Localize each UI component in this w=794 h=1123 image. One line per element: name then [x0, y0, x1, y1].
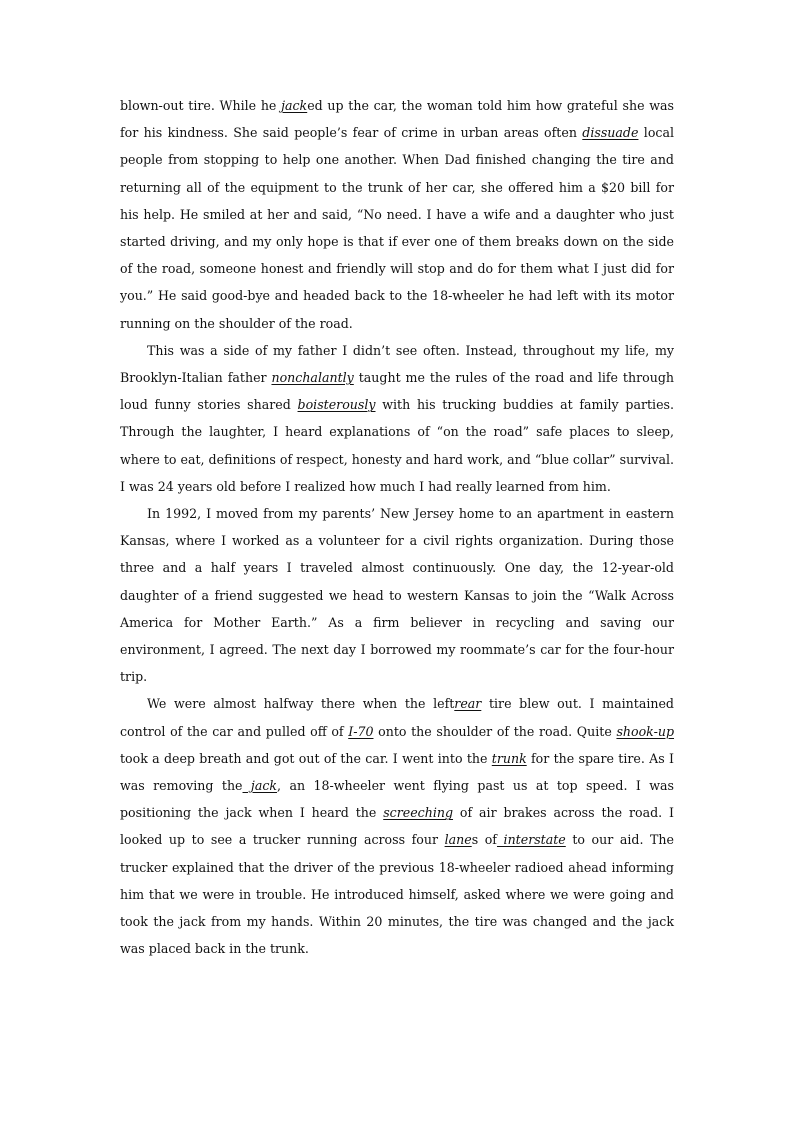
vocabulary-word: shook-up — [616, 723, 675, 739]
text-run: s of — [471, 832, 497, 848]
paragraph — [120, 92, 674, 337]
vocabulary-word: rear — [454, 696, 482, 712]
text-run: onto the shoulder of the road. Quite — [373, 723, 617, 739]
text-run: of air brakes across the road. I looked up to see a trucker running across four — [120, 805, 674, 848]
vocabulary-word: screeching — [383, 805, 454, 821]
text-run: In 1992, I moved from my parents’ New Jersey home to an apartment in eastern Kansas, where I worked as a volunteer for a civil rights organization. During those three and a half years I traveled almost continuously. One day, the 12-year-old daughter of a friend suggested we head to western Kansas to join the “Walk Across America for Mother Earth.” As a firm believer in recycling and saving our environment, I agreed. The next day I borrowed my roommate’s car for the four-hour trip. — [120, 506, 674, 685]
text-run: took a deep breath and got out of the car. I went into the — [120, 750, 492, 766]
vocabulary-word: nonchalantly — [271, 370, 354, 386]
vocabulary-word: trunk — [491, 750, 527, 766]
text-run: to our aid. The trucker explained that the driver of the previous 18-wheeler radioed ahead informing him that we were in trouble. He introduced himself, asked where we were going and took the jack from my hands. Within 20 minutes, the tire was changed and the jack was placed back in the trunk. — [120, 832, 674, 957]
text-run: ed up the car, the woman told him how grateful she was for his kindness. She said people’s fear of crime in urban areas often — [120, 98, 674, 141]
paragraph — [120, 500, 674, 690]
text-run: tire blew out. I maintained control of the car and pulled off of — [120, 696, 674, 739]
text-run: with his trucking buddies at family parties. Through the laughter, I heard explanations of “on the road” safe places to sleep, where to eat, definitions of respect, honesty and hard work, and “blue collar” survival. I was 24 years old before I realized how much I had really learned from him. — [120, 397, 674, 494]
text-run: for the spare tire. As I was removing the — [120, 750, 674, 794]
text-run: local people from stopping to help one another. When Dad finished changing the tire and returning all of the equipment to the trunk of her car, she offered him a $20 bill for his help. He smiled at her and said, “No need. I have a wife and a daughter who just started driving, and my only hope is that if ever one of them breaks down on the side of the road, someone honest and friendly will stop and do for them what I just did for you.” He said good-bye and headed back to the 18-wheeler he had left with its motor running on the shoulder of the road. — [120, 125, 675, 331]
document-page — [120, 92, 674, 963]
paragraph — [120, 690, 674, 962]
vocabulary-word: I-70 — [348, 723, 374, 739]
vocabulary-word: jack — [281, 98, 308, 113]
text-run: This was a side of my father I didn’t see often. Instead, throughout my life, my Brooklyn-Italian father — [120, 342, 674, 386]
vocabulary-word: interstate — [496, 832, 566, 848]
text-run: blown-out tire. While he — [120, 98, 282, 113]
paragraph — [120, 337, 674, 500]
vocabulary-word: lane — [444, 832, 472, 848]
vocabulary-word: dissuade — [582, 125, 639, 141]
vocabulary-word: jack — [242, 778, 278, 794]
vocabulary-word: boisterously — [297, 397, 376, 413]
text-run: We were almost halfway there when the left — [147, 696, 455, 712]
text-run: , an 18-wheeler went flying past us at top speed. I was positioning the jack when I heard the — [120, 778, 674, 821]
text-run: taught me the rules of the road and life through loud funny stories shared — [120, 370, 674, 413]
